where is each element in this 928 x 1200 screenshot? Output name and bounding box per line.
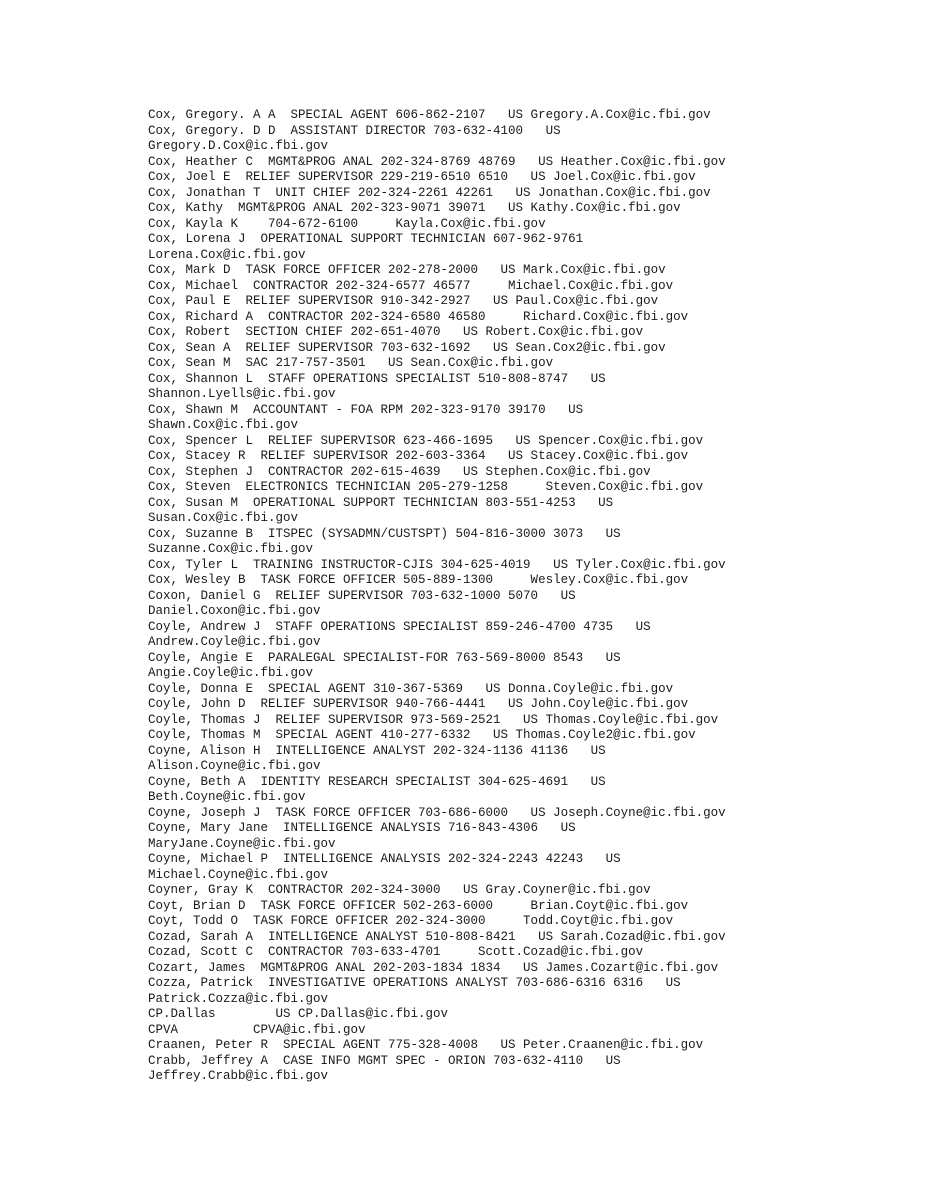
directory-line: Cox, Suzanne B ITSPEC (SYSADMN/CUSTSPT) 504-816-3000 3073 US (148, 526, 621, 541)
directory-line: Coyle, Thomas M SPECIAL AGENT 410-277-6332 US Thomas.Coyle2@ic.fbi.gov (148, 728, 696, 742)
directory-line: Coyt, Todd O TASK FORCE OFFICER 202-324-3000 Todd.Coyt@ic.fbi.gov (148, 914, 674, 928)
directory-line: Angie.Coyle@ic.fbi.gov (148, 666, 314, 680)
directory-line: Coyle, John D RELIEF SUPERVISOR 940-766-4441 US John.Coyle@ic.fbi.gov (148, 697, 689, 711)
directory-line: Cox, Michael CONTRACTOR 202-324-6577 46577 Michael.Cox@ic.fbi.gov (148, 278, 674, 293)
directory-line: Cozza, Patrick INVESTIGATIVE OPERATIONS ANALYST 703-686-6316 6316 US (148, 976, 681, 990)
directory-line: Cox, Robert SECTION CHIEF 202-651-4070 US Robert.Cox@ic.fbi.gov (148, 325, 644, 339)
directory-page (148, 108, 918, 1085)
directory-line: Daniel.Coxon@ic.fbi.gov (148, 604, 321, 618)
directory-line: Cox, Mark D TASK FORCE OFFICER 202-278-2000 US Mark.Cox@ic.fbi.gov (148, 263, 666, 277)
directory-line: Michael.Coyne@ic.fbi.gov (148, 867, 329, 882)
directory-line: Coyne, Michael P INTELLIGENCE ANALYSIS 202-324-2243 42243 US (148, 852, 621, 866)
directory-line: Coyt, Brian D TASK FORCE OFFICER 502-263-6000 Brian.Coyt@ic.fbi.gov (148, 898, 689, 913)
directory-line: Cox, Gregory. D D ASSISTANT DIRECTOR 703-632-4100 US (148, 123, 561, 138)
directory-line: Gregory.D.Cox@ic.fbi.gov (148, 139, 329, 153)
directory-line: Coyle, Donna E SPECIAL AGENT 310-367-5369 US Donna.Coyle@ic.fbi.gov (148, 681, 674, 696)
directory-line: Cox, Shannon L STAFF OPERATIONS SPECIALIST 510-808-8747 US (148, 371, 606, 386)
directory-line: Cox, Joel E RELIEF SUPERVISOR 229-219-6510 6510 US Joel.Cox@ic.fbi.gov (148, 170, 696, 184)
directory-line: Cox, Stephen J CONTRACTOR 202-615-4639 US Stephen.Cox@ic.fbi.gov (148, 464, 651, 479)
directory-line: Cox, Susan M OPERATIONAL SUPPORT TECHNICIAN 803-551-4253 US (148, 495, 614, 510)
directory-line: Coyle, Thomas J RELIEF SUPERVISOR 973-569-2521 US Thomas.Coyle@ic.fbi.gov (148, 712, 719, 727)
directory-line: Cox, Spencer L RELIEF SUPERVISOR 623-466-1695 US Spencer.Cox@ic.fbi.gov (148, 433, 704, 448)
directory-line: Coyne, Alison H INTELLIGENCE ANALYST 202-324-1136 41136 US (148, 743, 606, 758)
directory-line: Coyne, Beth A IDENTITY RESEARCH SPECIALIST 304-625-4691 US (148, 774, 606, 789)
directory-line: Cox, Steven ELECTRONICS TECHNICIAN 205-279-1258 Steven.Cox@ic.fbi.gov (148, 480, 704, 494)
directory-line: Coyner, Gray K CONTRACTOR 202-324-3000 US Gray.Coyner@ic.fbi.gov (148, 883, 651, 897)
directory-line: Cox, Kayla K 704-672-6100 Kayla.Cox@ic.fbi.gov (148, 216, 546, 231)
directory-line: Cozart, James MGMT&PROG ANAL 202-203-1834 1834 US James.Cozart@ic.fbi.gov (148, 960, 719, 975)
directory-line: Coyne, Mary Jane INTELLIGENCE ANALYSIS 716-843-4306 US (148, 821, 576, 835)
directory-line: Cox, Sean M SAC 217-757-3501 US Sean.Cox@ic.fbi.gov (148, 356, 554, 370)
directory-line: Coyle, Angie E PARALEGAL SPECIALIST-FOR 763-569-8000 8543 US (148, 650, 621, 665)
directory-line: Crabb, Jeffrey A CASE INFO MGMT SPEC - ORION 703-632-4110 US (148, 1053, 621, 1068)
directory-line: Jeffrey.Crabb@ic.fbi.gov (148, 1069, 329, 1083)
directory-line: Susan.Cox@ic.fbi.gov (148, 511, 299, 525)
directory-line: Cozad, Scott C CONTRACTOR 703-633-4701 Scott.Cozad@ic.fbi.gov (148, 945, 644, 959)
directory-line: Coyle, Andrew J STAFF OPERATIONS SPECIALIST 859-246-4700 4735 US (148, 619, 651, 634)
directory-line: Cox, Paul E RELIEF SUPERVISOR 910-342-2927 US Paul.Cox@ic.fbi.gov (148, 294, 659, 308)
directory-line: Andrew.Coyle@ic.fbi.gov (148, 635, 321, 649)
directory-line: Alison.Coyne@ic.fbi.gov (148, 759, 321, 773)
directory-line: Cox, Sean A RELIEF SUPERVISOR 703-632-1692 US Sean.Cox2@ic.fbi.gov (148, 340, 666, 355)
directory-line: MaryJane.Coyne@ic.fbi.gov (148, 836, 336, 851)
directory-line: Cox, Gregory. A A SPECIAL AGENT 606-862-2107 US Gregory.A.Cox@ic.fbi.gov (148, 108, 711, 122)
directory-line: Shannon.Lyells@ic.fbi.gov (148, 387, 336, 401)
directory-line: Cox, Wesley B TASK FORCE OFFICER 505-889-1300 Wesley.Cox@ic.fbi.gov (148, 573, 689, 587)
directory-line: Cox, Heather C MGMT&PROG ANAL 202-324-8769 48769 US Heather.Cox@ic.fbi.gov (148, 154, 726, 169)
directory-line: Suzanne.Cox@ic.fbi.gov (148, 542, 314, 556)
directory-line: Cox, Kathy MGMT&PROG ANAL 202-323-9071 39071 US Kathy.Cox@ic.fbi.gov (148, 201, 681, 215)
directory-line: Cox, Tyler L TRAINING INSTRUCTOR-CJIS 304-625-4019 US Tyler.Cox@ic.fbi.gov (148, 557, 726, 572)
directory-line: Beth.Coyne@ic.fbi.gov (148, 790, 306, 804)
directory-line: Cox, Stacey R RELIEF SUPERVISOR 202-603-3364 US Stacey.Cox@ic.fbi.gov (148, 449, 689, 463)
directory-line: Patrick.Cozza@ic.fbi.gov (148, 991, 329, 1006)
directory-line: Cox, Jonathan T UNIT CHIEF 202-324-2261 42261 US Jonathan.Cox@ic.fbi.gov (148, 185, 711, 200)
directory-line: Shawn.Cox@ic.fbi.gov (148, 418, 299, 432)
directory-line: Coxon, Daniel G RELIEF SUPERVISOR 703-632-1000 5070 US (148, 588, 576, 603)
directory-line: Coyne, Joseph J TASK FORCE OFFICER 703-686-6000 US Joseph.Coyne@ic.fbi.gov (148, 805, 726, 820)
directory-line: Lorena.Cox@ic.fbi.gov (148, 247, 306, 262)
directory-line: Craanen, Peter R SPECIAL AGENT 775-328-4008 US Peter.Craanen@ic.fbi.gov (148, 1038, 704, 1052)
directory-line: Cox, Lorena J OPERATIONAL SUPPORT TECHNICIAN 607-962-9761 (148, 232, 584, 246)
directory-line: CPVA CPVA@ic.fbi.gov (148, 1022, 366, 1037)
directory-line: Cox, Shawn M ACCOUNTANT - FOA RPM 202-323-9170 39170 US (148, 402, 584, 417)
directory-line: CP.Dallas US CP.Dallas@ic.fbi.gov (148, 1007, 449, 1021)
directory-line: Cozad, Sarah A INTELLIGENCE ANALYST 510-808-8421 US Sarah.Cozad@ic.fbi.gov (148, 929, 726, 944)
directory-line: Cox, Richard A CONTRACTOR 202-324-6580 46580 Richard.Cox@ic.fbi.gov (148, 309, 689, 324)
